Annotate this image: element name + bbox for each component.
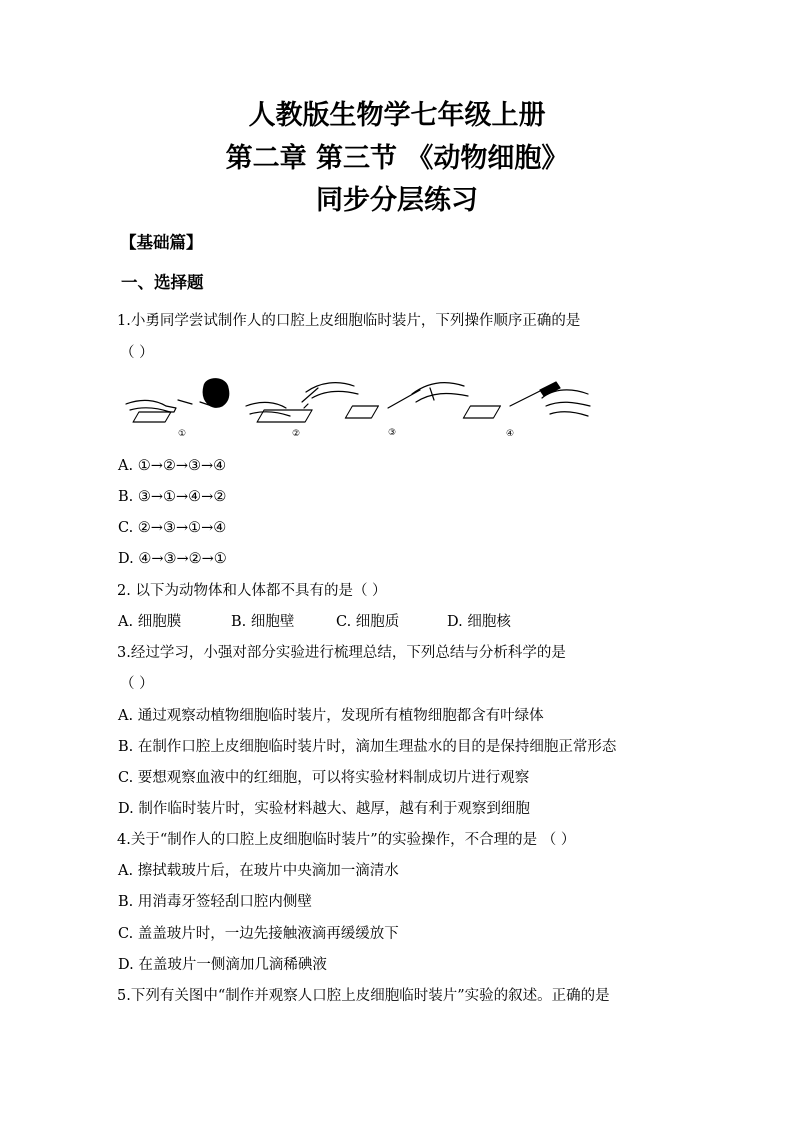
q3-option-a: A. 通过观察动植物细胞临时装片，发现所有植物细胞都含有叶绿体 — [118, 708, 544, 724]
q2-options — [118, 612, 511, 632]
figure-panel-4 — [463, 382, 590, 418]
q1-option-d: D. ④→③→②→① — [118, 551, 227, 567]
q2-option-d: D. 细胞核 — [447, 614, 511, 630]
q4-option-b: B. 用消毒牙签轻刮口腔内侧壁 — [118, 894, 312, 910]
q2-option-b: B. 细胞壁 — [231, 614, 295, 630]
q3-option-d: D. 制作临时装片时，实验材料越大、越厚，越有利于观察到细胞 — [118, 801, 530, 817]
q2-option-c: C. 细胞质 — [336, 614, 400, 630]
figure-label-2: ② — [292, 429, 301, 439]
title-line-1: 人教版生物学七年级上册 — [248, 100, 546, 131]
q1-figure — [122, 372, 600, 442]
q5-stem: 5.下列有关图中“制作并观察人口腔上皮细胞临时装片”实验的叙述。正确的是 — [117, 988, 610, 1004]
section-level: 【基础篇】 — [120, 233, 203, 252]
figure-panel-1 — [126, 379, 229, 422]
q4-stem: 4.关于“制作人的口腔上皮细胞临时装片”的实验操作，不合理的是 （ ） — [117, 832, 576, 848]
q2-option-a: A. 细胞膜 — [118, 614, 182, 630]
q1-paren: （ ） — [120, 345, 154, 361]
figure-panel-3 — [345, 383, 468, 418]
q3-paren: （ ） — [120, 676, 154, 692]
figure-label-1: ① — [178, 429, 187, 439]
q4-option-c: C. 盖盖玻片时，一边先接触液滴再缓缓放下 — [118, 926, 399, 942]
q1-stem: 1.小勇同学尝试制作人的口腔上皮细胞临时装片，下列操作顺序正确的是 — [117, 313, 581, 329]
q3-option-c: C. 要想观察血液中的红细胞，可以将实验材料制成切片进行观察 — [118, 770, 530, 786]
q4-option-d: D. 在盖玻片一侧滴加几滴稀碘液 — [118, 957, 327, 973]
q3-option-b: B. 在制作口腔上皮细胞临时装片时，滴加生理盐水的目的是保持细胞正常形态 — [118, 739, 617, 755]
title-line-2: 第二章 第三节 《动物细胞》 — [225, 143, 569, 174]
q1-option-b: B. ③→①→④→② — [118, 489, 227, 505]
section-type: 一、选择题 — [121, 273, 204, 292]
q2-stem: 2. 以下为动物体和人体都不具有的是（ ） — [117, 583, 387, 599]
q1-option-c: C. ②→③→①→④ — [118, 520, 227, 536]
figure-label-4: ④ — [506, 429, 515, 439]
figure-label-3: ③ — [388, 428, 397, 438]
title-line-3: 同步分层练习 — [316, 185, 478, 216]
figure-panel-2 — [246, 383, 358, 422]
q4-option-a: A. 擦拭载玻片后，在玻片中央滴加一滴清水 — [118, 863, 399, 879]
q3-stem: 3.经过学习，小强对部分实验进行梳理总结，下列总结与分析科学的是 — [117, 645, 566, 661]
q1-option-a: A. ①→②→③→④ — [118, 458, 227, 474]
